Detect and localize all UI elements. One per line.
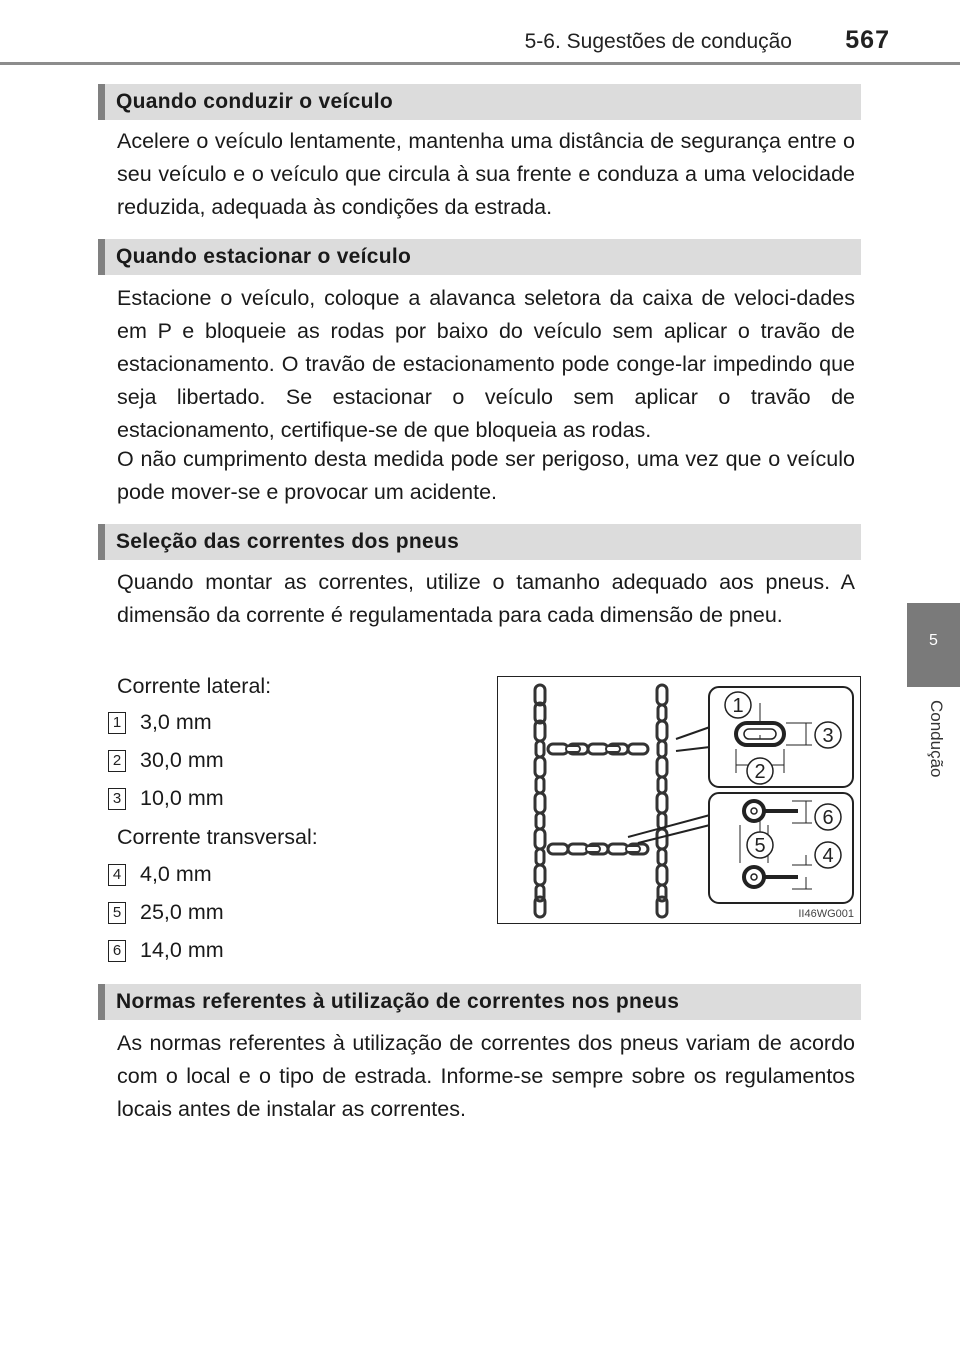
callout-3: 3	[822, 725, 834, 747]
item-value: 14,0 mm	[140, 938, 224, 962]
cross-chain-label: Corrente transversal:	[117, 825, 318, 849]
list-item	[108, 786, 224, 811]
page-header	[0, 0, 960, 66]
item-number: 3	[108, 788, 126, 810]
item-value: 25,0 mm	[140, 900, 224, 924]
side-chain-left	[535, 685, 545, 917]
side-chain-label: Corrente lateral:	[117, 674, 272, 698]
callout-1: 1	[732, 695, 744, 717]
list-item	[108, 710, 212, 735]
chapter-label: Condução	[927, 700, 946, 778]
section-heading-driving: Quando conduzir o veículo	[98, 84, 861, 120]
item-value: 4,0 mm	[140, 862, 212, 886]
item-value: 3,0 mm	[140, 710, 212, 734]
section-title: 5-6. Sugestões de condução	[524, 30, 792, 53]
item-number: 2	[108, 750, 126, 772]
side-chain-right	[657, 685, 667, 917]
item-number: 6	[108, 940, 126, 962]
list-item	[108, 748, 224, 773]
section-heading-chain-selection: Seleção das correntes dos pneus	[98, 524, 861, 560]
item-value: 30,0 mm	[140, 748, 224, 772]
item-value: 10,0 mm	[140, 786, 224, 810]
paragraph-chain-selection: Quando montar as correntes, utilize o tamanho adequado aos pneus. A dimensão da corrente é regulamentada para cada dimensão de pneu.	[117, 570, 855, 627]
paragraph-driving: Acelere o veículo lentamente, mantenha uma distância de segurança entre o seu veículo e o veículo que circula à sua frente e conduza a uma velocidade reduzida, adequada às condições da estrada.	[117, 129, 855, 219]
item-number: 4	[108, 864, 126, 886]
tire-chain-illustration	[498, 677, 859, 922]
cross-chain-lower	[548, 844, 648, 854]
item-number: 1	[108, 712, 126, 734]
paragraph-chain-regulations: As normas referentes à utilização de correntes dos pneus variam de acordo com o local e o tipo de estrada. Informe-se sempre sobre os regulamentos locais antes de instalar as correntes.	[117, 1031, 855, 1121]
chapter-tab[interactable]	[907, 603, 960, 687]
callout-5: 5	[754, 835, 766, 857]
list-item	[108, 938, 224, 963]
callout-6: 6	[822, 807, 834, 829]
list-item	[108, 862, 212, 887]
paragraph-parking-warning: O não cumprimento desta medida pode ser perigoso, uma vez que o veículo pode mover-se e provocar um acidente.	[117, 447, 855, 504]
tire-chain-figure	[497, 676, 861, 924]
callout-4: 4	[822, 845, 834, 867]
callout-2: 2	[754, 761, 766, 783]
header-rule	[0, 62, 960, 65]
paragraph-parking: Estacione o veículo, coloque a alavanca seletora da caixa de veloci-dades em P e bloqueie as rodas por baixo do veículo sem aplicar o travão de estacionamento. O travão de estacionamento pode conge-lar impedindo que seja libertado. Se estacionar o veículo sem aplicar o travão de estacionamento, certifique-se de que bloqueia as rodas.	[117, 286, 855, 442]
figure-code: II46WG001	[798, 908, 854, 920]
item-number: 5	[108, 902, 126, 924]
section-heading-chain-regulations: Normas referentes à utilização de correntes nos pneus	[98, 984, 861, 1020]
chapter-number: 5	[929, 632, 938, 649]
cross-chain-upper	[548, 744, 648, 754]
list-item	[108, 900, 224, 925]
page-number: 567	[845, 26, 890, 54]
section-heading-parking: Quando estacionar o veículo	[98, 239, 861, 275]
